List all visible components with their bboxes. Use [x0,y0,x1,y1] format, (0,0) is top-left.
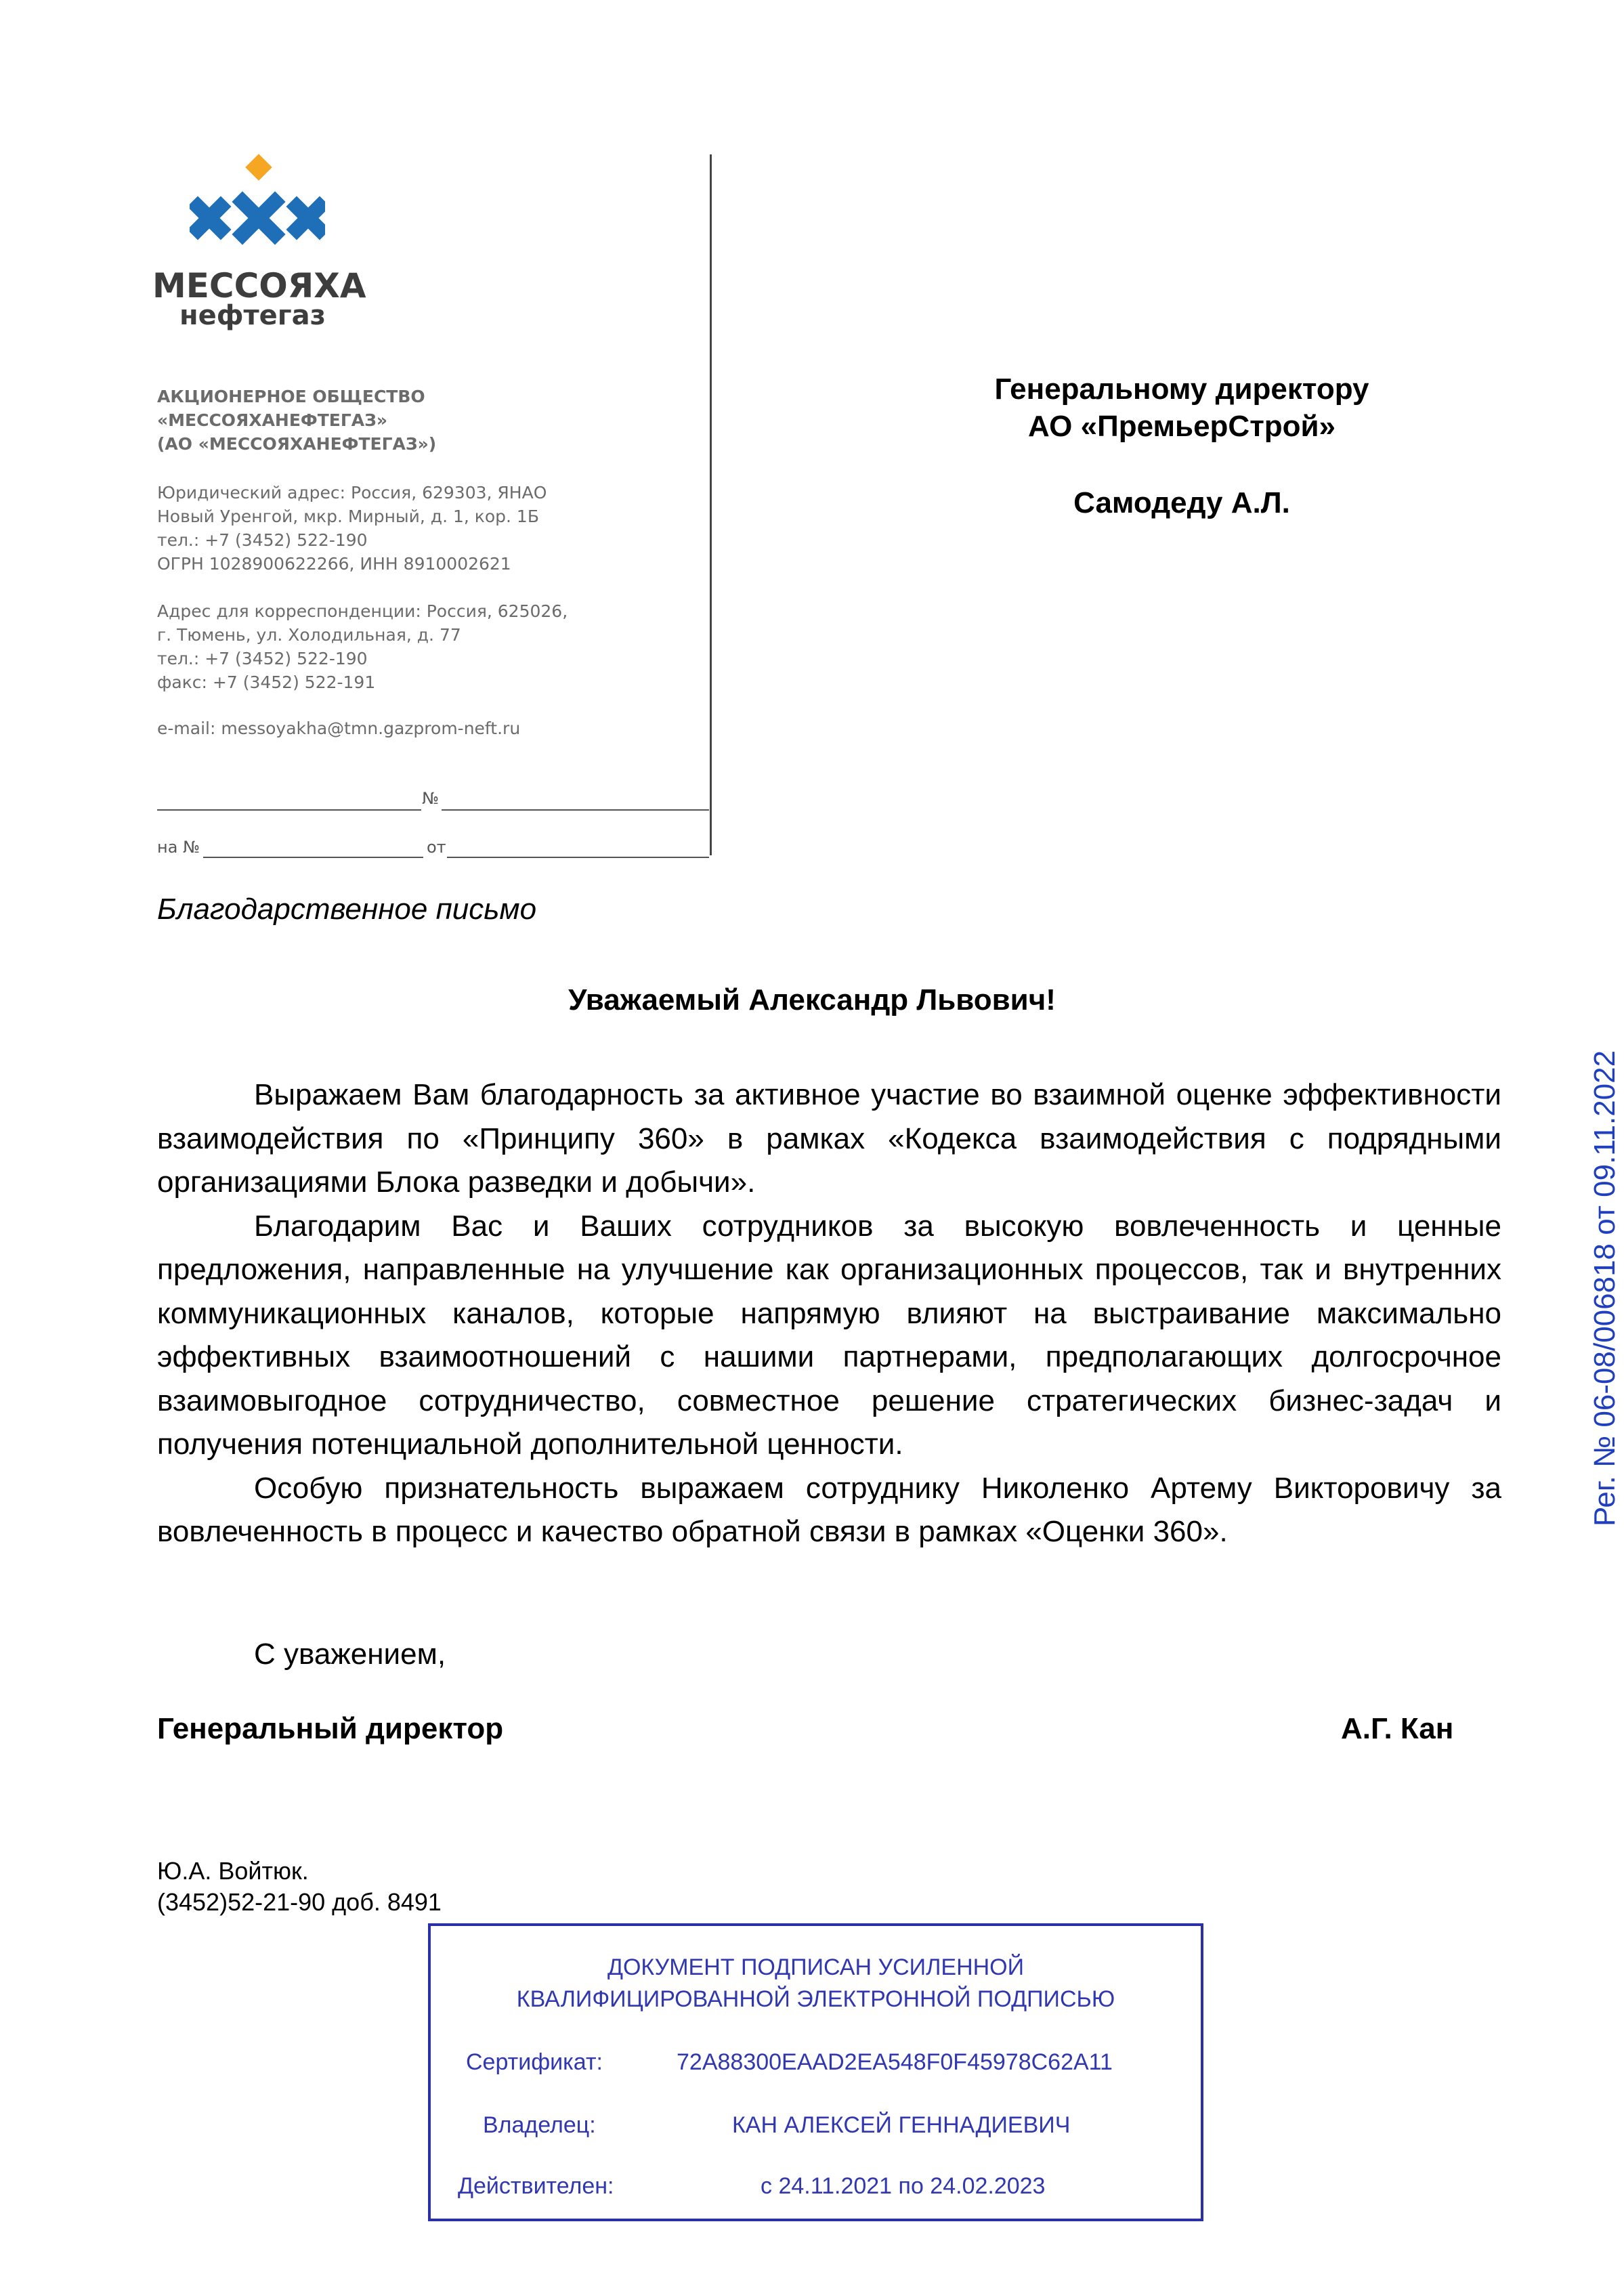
electronic-signature-stamp [428,1923,1203,2221]
body-paragraph: Благодарим Вас и Ваших сотрудников за высокую вовлеченность и ценные предложения, направленные на улучшение как организационных процессов, так и внутренних коммуникационных каналов, которые напрямую влияют на выстраивание максимально эффективных взаимоотношений с нашими партнерами, предполагающих долгосрочное взаимовыгодное сотрудничество, совместное решение стратегических бизнес-задач и получения потенциальной дополнительной ценности. [157,1209,1501,1461]
sender-org-line: (АО «МЕССОЯХАНЕФТЕГАЗ») [157,434,437,454]
sender-org-line: АКЦИОНЕРНОЕ ОБЩЕСТВО [157,387,425,406]
stamp-valid-label: Действителен: [458,2173,614,2199]
sender-address-line: тел.: +7 (3452) 522-190 [157,649,368,668]
sender-mail-address [157,599,568,694]
sender-address-line: тел.: +7 (3452) 522-190 [157,530,368,550]
logo-wordmark-top: МЕССОЯХА [152,266,366,305]
stamp-cert-label: Сертификат: [466,2049,603,2075]
sender-org-line: «МЕССОЯХАНЕФТЕГАЗ» [157,410,388,430]
logo-wordmark-bottom: нефтегаз [179,300,326,331]
letter-title: Благодарственное письмо [157,893,537,926]
sender-org-name [157,385,436,456]
letter-body [157,1073,1501,1554]
letter-closing: С уважением, [254,1638,446,1671]
addressee-position: Генеральному директору [994,372,1369,406]
reply-number-blank [203,857,423,858]
reply-date-blank [447,857,709,858]
signer-title: Генеральный директор [157,1712,504,1745]
sender-email: e-mail: messoyakha@tmn.gazprom-neft.ru [157,719,521,738]
sender-legal-address [157,481,547,576]
contact-phone: (3452)52-21-90 доб. 8491 [157,1888,442,1916]
sender-address-line: Юридический адрес: Россия, 629303, ЯНАО [157,483,547,502]
stamp-cert-value: 72A88300EAAD2EA548F0F45978C62A11 [677,2049,1113,2075]
addressee-company: АО «ПремьерСтрой» [1027,410,1336,443]
addressee-name: Самодеду А.Л. [1073,486,1290,519]
sender-address-line: факс: +7 (3452) 522-191 [157,672,376,692]
contact-person: Ю.А. Войтюк. [157,1857,309,1885]
registration-number: Рег. № 06-08/006818 от 09.11.2022 [1588,1050,1621,1526]
sender-address-line: ОГРН 1028900622266, ИНН 8910002621 [157,554,511,574]
sender-address-line: г. Тюмень, ул. Холодильная, д. 77 [157,625,461,645]
stamp-header-line2: КВАЛИФИЦИРОВАННОЙ ЭЛЕКТРОННОЙ ПОДПИСЬЮ [516,1986,1115,2012]
reply-date-label: от [427,838,446,857]
company-logo [152,152,369,335]
outgoing-number-blank [157,809,421,811]
letter-greeting: Уважаемый Александр Львович! [568,983,1056,1017]
reply-number-label: на № [157,838,200,857]
body-paragraph: Выражаем Вам благодарность за активное участие во взаимной оценке эффективности взаимодействия по «Принципу 360» в рамках «Кодекса взаимодействия с подрядными организациями Блока разведки и добычи». [157,1078,1501,1199]
stamp-owner-value: КАН АЛЕКСЕЙ ГЕННАДИЕВИЧ [732,2112,1071,2138]
header-divider [710,154,712,855]
signer-name: А.Г. Кан [1341,1712,1454,1745]
sender-address-line: Новый Уренгой, мкр. Мирный, д. 1, кор. 1Б [157,507,539,526]
stamp-valid-value: с 24.11.2021 по 24.02.2023 [761,2173,1046,2199]
messoyakha-logo-icon [190,152,325,261]
stamp-owner-label: Владелец: [483,2112,596,2138]
number-label: № [422,789,439,808]
stamp-header-line1: ДОКУМЕНТ ПОДПИСАН УСИЛЕННОЙ [607,1954,1025,1980]
outgoing-date-blank [442,809,709,811]
body-paragraph: Особую признательность выражаем сотруднику Николенко Артему Викторовичу за вовлеченность в процесс и качество обратной связи в рамках «Оценки 360». [157,1471,1501,1548]
sender-address-line: Адрес для корреспонденции: Россия, 625026, [157,601,568,621]
